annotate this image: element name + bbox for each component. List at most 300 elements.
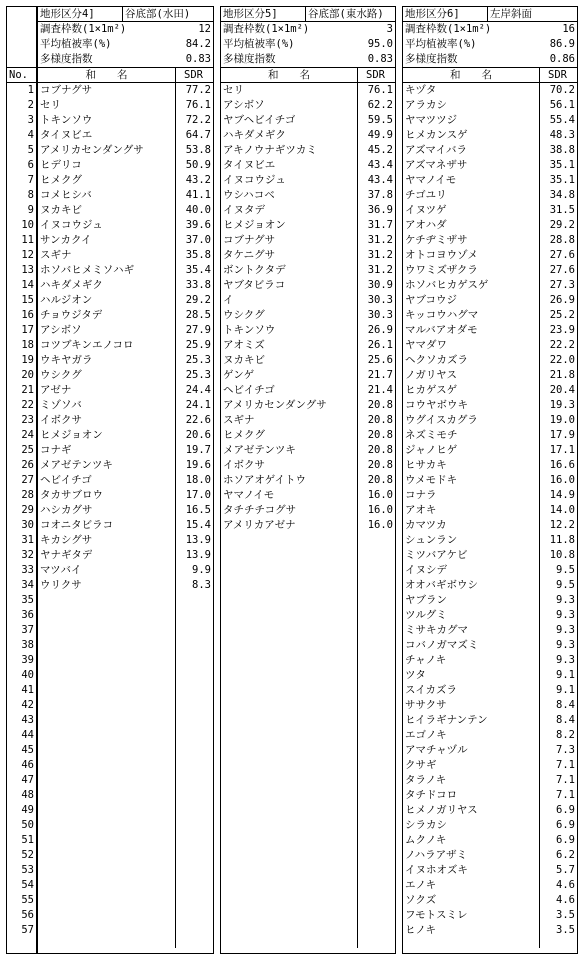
species-sdr: 30.3	[367, 294, 393, 306]
species-name: キカシグサ	[40, 534, 93, 546]
species-sdr: 27.9	[185, 324, 211, 336]
species-row	[221, 458, 395, 473]
row-number	[7, 893, 36, 908]
species-sdr: 3.5	[556, 909, 575, 921]
region-name: 谷底部(東水路)	[305, 7, 395, 22]
region-label: 地形区分5]	[223, 8, 278, 20]
species-name: ウメモドキ	[405, 474, 458, 486]
row-number-value: 1	[27, 84, 34, 96]
row-number	[7, 743, 36, 758]
diversity-index-label: 多様度指数	[223, 53, 276, 65]
species-name: イヌコウジュ	[223, 174, 286, 186]
species-sdr: 5.7	[556, 864, 575, 876]
species-row	[38, 278, 213, 293]
cover-rate-value: 95.0	[367, 38, 393, 50]
row-number	[7, 473, 36, 488]
species-name: ツルグミ	[405, 609, 447, 621]
row-number	[7, 713, 36, 728]
species-sdr: 34.8	[549, 189, 575, 201]
species-name: コメヒシバ	[40, 189, 92, 201]
diversity-index-value: 0.83	[185, 53, 211, 65]
row-number	[7, 503, 36, 518]
species-row	[38, 173, 213, 188]
species-sdr: 17.1	[549, 444, 575, 456]
row-number-value: 47	[21, 774, 34, 786]
row-number-value: 8	[27, 189, 34, 201]
row-number-value: 3	[27, 114, 34, 126]
species-row	[38, 158, 213, 173]
species-name: アオミズ	[223, 339, 265, 351]
species-row	[38, 233, 213, 248]
species-sdr: 18.0	[185, 474, 211, 486]
row-number	[7, 158, 36, 173]
species-name: コブナグサ	[40, 84, 93, 96]
species-row	[221, 98, 395, 113]
row-number	[7, 413, 36, 428]
column-header	[38, 67, 213, 83]
species-row	[403, 308, 577, 323]
species-row	[403, 488, 577, 503]
species-row	[38, 578, 213, 593]
species-sdr: 9.3	[556, 594, 575, 606]
cover-rate-label: 平均植被率(%)	[223, 38, 295, 50]
row-number-value: 52	[21, 849, 34, 861]
species-name: ウシクグ	[223, 309, 265, 321]
species-sdr: 7.1	[556, 759, 575, 771]
species-name: シュンラン	[405, 534, 458, 546]
column-name-header: 和 名	[268, 69, 310, 81]
row-number-value: 15	[21, 294, 34, 306]
species-row	[221, 518, 395, 533]
row-number	[7, 353, 36, 368]
species-row	[403, 668, 577, 683]
species-sdr: 38.8	[549, 144, 575, 156]
species-name: ミツバアケビ	[405, 549, 468, 561]
species-sdr: 36.9	[367, 204, 393, 216]
species-name: ホソアオゲイトウ	[223, 474, 306, 486]
species-sdr: 19.3	[549, 399, 575, 411]
species-row	[403, 128, 577, 143]
species-name: キヅタ	[405, 84, 437, 96]
species-row	[403, 728, 577, 743]
species-name: アシボソ	[40, 324, 82, 336]
column-name-header: 和 名	[85, 69, 128, 81]
species-name: ヤナギタデ	[40, 549, 93, 561]
species-row	[403, 893, 577, 908]
row-number	[7, 113, 36, 128]
plot-count-label: 調査枠数(1×1m²)	[223, 23, 310, 35]
species-sdr: 16.6	[549, 459, 575, 471]
species-sdr: 17.0	[185, 489, 211, 501]
plot-count-value: 3	[386, 23, 393, 35]
species-name: コオニタビラコ	[40, 519, 114, 531]
species-row	[403, 428, 577, 443]
row-number-value: 39	[21, 654, 34, 666]
species-sdr: 9.3	[556, 639, 575, 651]
species-row	[403, 818, 577, 833]
species-row	[403, 338, 577, 353]
species-sdr: 40.0	[185, 204, 211, 216]
row-number	[7, 578, 36, 593]
species-name: ムクノキ	[405, 834, 447, 846]
species-row	[38, 188, 213, 203]
species-row	[403, 113, 577, 128]
species-sdr: 10.8	[549, 549, 575, 561]
row-number-value: 37	[21, 624, 34, 636]
species-sdr: 19.0	[549, 414, 575, 426]
row-number	[7, 458, 36, 473]
row-number	[7, 563, 36, 578]
species-name: チゴユリ	[405, 189, 447, 201]
species-name: ヒメジョオン	[223, 219, 286, 231]
species-list	[38, 83, 213, 593]
row-number-value: 20	[21, 369, 34, 381]
plot-count-row	[221, 22, 395, 37]
species-sdr: 35.4	[185, 264, 211, 276]
cover-rate-value: 84.2	[185, 38, 211, 50]
species-sdr: 48.3	[549, 129, 575, 141]
species-sdr: 13.9	[185, 549, 211, 561]
species-name: ウシハコベ	[223, 189, 275, 201]
species-name: アズマイバラ	[405, 144, 467, 156]
row-number-value: 43	[21, 714, 34, 726]
species-name: イヌシデ	[405, 564, 447, 576]
row-number-value: 42	[21, 699, 34, 711]
species-sdr: 6.2	[556, 849, 575, 861]
species-name: アメリカセンダングサ	[223, 399, 327, 411]
species-sdr: 37.0	[185, 234, 211, 246]
species-row	[38, 398, 213, 413]
species-row	[403, 398, 577, 413]
species-name: フモトスミレ	[405, 909, 468, 921]
row-number	[7, 788, 36, 803]
species-sdr: 64.7	[185, 129, 211, 141]
species-sdr: 35.1	[549, 159, 575, 171]
species-sdr: 21.4	[367, 384, 393, 396]
row-number	[7, 863, 36, 878]
species-row	[403, 683, 577, 698]
species-name: ヒサカキ	[405, 459, 447, 471]
species-sdr: 28.8	[549, 234, 575, 246]
row-number	[7, 728, 36, 743]
row-number-value: 16	[21, 309, 34, 321]
row-number-value: 22	[21, 399, 34, 411]
species-name: ヒメクグ	[223, 429, 265, 441]
species-name: ヘクソカズラ	[405, 354, 468, 366]
species-sdr: 17.9	[549, 429, 575, 441]
species-row	[221, 218, 395, 233]
species-row	[38, 338, 213, 353]
row-number-value: 30	[21, 519, 34, 531]
species-sdr: 77.2	[185, 84, 211, 96]
row-number	[7, 188, 36, 203]
row-number-value: 51	[21, 834, 34, 846]
species-name: ウシクグ	[40, 369, 82, 381]
species-sdr: 26.9	[549, 294, 575, 306]
species-row	[403, 458, 577, 473]
species-row	[403, 878, 577, 893]
species-sdr: 55.4	[549, 114, 575, 126]
species-sdr: 21.7	[367, 369, 393, 381]
species-row	[221, 188, 395, 203]
species-row	[403, 473, 577, 488]
species-row	[403, 563, 577, 578]
row-number	[7, 803, 36, 818]
cover-rate-row	[403, 37, 577, 52]
row-number	[7, 308, 36, 323]
species-sdr: 24.1	[185, 399, 211, 411]
species-sdr: 16.0	[367, 504, 393, 516]
species-sdr: 22.6	[185, 414, 211, 426]
species-name: アマチャヅル	[405, 744, 468, 756]
row-number-column	[6, 6, 37, 954]
species-sdr: 6.9	[556, 834, 575, 846]
species-name: ハキダメギク	[40, 279, 103, 291]
section-4	[38, 7, 213, 593]
species-name: イ	[223, 294, 234, 306]
row-number	[7, 848, 36, 863]
cover-rate-label: 平均植被率(%)	[40, 38, 112, 50]
row-number	[7, 443, 36, 458]
species-name: アズマネザサ	[405, 159, 468, 171]
row-number	[7, 623, 36, 638]
species-name: ヒメジョオン	[40, 429, 103, 441]
diversity-index-row	[38, 52, 213, 67]
species-sdr: 14.0	[549, 504, 575, 516]
row-number-value: 32	[21, 549, 34, 561]
species-row	[38, 308, 213, 323]
species-name: オオバギボウシ	[405, 579, 478, 591]
species-row	[403, 863, 577, 878]
species-sdr: 12.2	[549, 519, 575, 531]
species-row	[38, 113, 213, 128]
species-row	[38, 263, 213, 278]
species-name: アゼナ	[40, 384, 72, 396]
row-number-value: 24	[21, 429, 34, 441]
species-sdr: 15.4	[185, 519, 211, 531]
species-sdr: 31.2	[367, 234, 393, 246]
species-name: イボクサ	[40, 414, 82, 426]
species-name: ツタ	[405, 669, 426, 681]
species-row	[221, 278, 395, 293]
species-sdr: 9.5	[556, 579, 575, 591]
region-header-row	[403, 7, 577, 22]
species-name: マツバイ	[40, 564, 82, 576]
species-sdr: 19.6	[185, 459, 211, 471]
species-row	[403, 323, 577, 338]
row-number-value: 25	[21, 444, 34, 456]
row-number-value: 26	[21, 459, 34, 471]
species-row	[38, 293, 213, 308]
species-row	[403, 143, 577, 158]
species-sdr: 9.5	[556, 564, 575, 576]
row-number-value: 54	[21, 879, 34, 891]
species-sdr: 43.4	[367, 159, 393, 171]
species-sdr: 20.8	[367, 474, 393, 486]
species-name: ウグイスカグラ	[405, 414, 478, 426]
species-name: タイヌビエ	[223, 159, 276, 171]
row-number	[7, 218, 36, 233]
row-number	[7, 278, 36, 293]
row-number	[7, 488, 36, 503]
diversity-index-row	[221, 52, 395, 67]
cover-rate-row	[38, 37, 213, 52]
species-sdr: 6.9	[556, 804, 575, 816]
row-number	[7, 83, 36, 98]
species-name: ヒデリコ	[40, 159, 82, 171]
species-row	[221, 488, 395, 503]
row-number-value: 23	[21, 414, 34, 426]
row-number	[7, 773, 36, 788]
row-number-value: 55	[21, 894, 34, 906]
species-sdr: 13.9	[185, 534, 211, 546]
species-sdr: 22.2	[549, 339, 575, 351]
species-name: イヌツゲ	[405, 204, 447, 216]
species-name: ヤマノイモ	[405, 174, 457, 186]
row-number	[7, 368, 36, 383]
row-number	[7, 548, 36, 563]
species-row	[38, 353, 213, 368]
species-name: ハキダメギク	[223, 129, 286, 141]
species-name: ホソバヒカゲスゲ	[405, 279, 489, 291]
row-number-value: 44	[21, 729, 34, 741]
plot-count-value: 12	[198, 23, 211, 35]
species-row	[38, 383, 213, 398]
section-5	[221, 7, 395, 533]
cover-rate-value: 86.9	[549, 38, 575, 50]
species-sdr: 59.5	[367, 114, 393, 126]
species-row	[221, 368, 395, 383]
species-sdr: 50.9	[185, 159, 211, 171]
row-number	[7, 338, 36, 353]
no-label: No.	[9, 69, 28, 81]
region-name: 左岸斜面	[487, 7, 577, 22]
species-row	[403, 908, 577, 923]
region-label: 地形区分4]	[40, 8, 95, 20]
row-number-value: 13	[21, 264, 34, 276]
species-sdr: 7.1	[556, 789, 575, 801]
row-number	[7, 533, 36, 548]
diversity-index-label: 多様度指数	[40, 53, 93, 65]
species-name: マルバアオダモ	[405, 324, 478, 336]
species-row	[221, 323, 395, 338]
cover-rate-label: 平均植被率(%)	[405, 38, 477, 50]
species-name: アキノウナギツカミ	[223, 144, 317, 156]
species-name: オトコヨウゾメ	[405, 249, 478, 261]
species-name: コブナグサ	[223, 234, 276, 246]
species-name: コウヤボウキ	[405, 399, 468, 411]
species-row	[403, 353, 577, 368]
species-name: ヤマノイモ	[223, 489, 275, 501]
species-row	[221, 308, 395, 323]
species-name: イヌタデ	[223, 204, 265, 216]
species-sdr: 45.2	[367, 144, 393, 156]
row-number	[7, 203, 36, 218]
species-name: ヒメノガリヤス	[405, 804, 478, 816]
row-number-value: 45	[21, 744, 34, 756]
species-sdr: 31.7	[367, 219, 393, 231]
species-name: スギナ	[40, 249, 72, 261]
row-number	[7, 233, 36, 248]
section-6	[403, 7, 577, 938]
plot-count-row	[38, 22, 213, 37]
species-row	[38, 473, 213, 488]
species-name: キッコウハグマ	[405, 309, 479, 321]
species-sdr: 76.1	[367, 84, 393, 96]
species-name: イヌホオズキ	[405, 864, 468, 876]
species-sdr: 37.8	[367, 189, 393, 201]
species-row	[403, 653, 577, 668]
species-sdr: 72.2	[185, 114, 211, 126]
row-number	[7, 173, 36, 188]
row-number-value: 29	[21, 504, 34, 516]
plot-count-row	[403, 22, 577, 37]
row-number	[7, 323, 36, 338]
species-name: ミゾソバ	[40, 399, 82, 411]
species-name: コバノガマズミ	[405, 639, 479, 651]
species-row	[221, 263, 395, 278]
species-row	[403, 788, 577, 803]
species-sdr: 20.6	[185, 429, 211, 441]
species-name: ノガリヤス	[405, 369, 457, 381]
species-name: ヒカゲスゲ	[405, 384, 458, 396]
species-name: イヌコウジュ	[40, 219, 103, 231]
species-sdr: 28.5	[185, 309, 211, 321]
species-sdr: 31.2	[367, 264, 393, 276]
species-name: ハルジオン	[40, 294, 93, 306]
species-row	[38, 518, 213, 533]
row-number-value: 9	[27, 204, 34, 216]
species-name: ジャノヒゲ	[405, 444, 458, 456]
region-header-row	[221, 7, 395, 22]
row-number-value: 38	[21, 639, 34, 651]
species-row	[221, 398, 395, 413]
species-name: ヤマツツジ	[405, 114, 458, 126]
species-sdr: 20.8	[367, 459, 393, 471]
species-sdr: 7.3	[556, 744, 575, 756]
species-name: イボクサ	[223, 459, 265, 471]
species-sdr: 30.9	[367, 279, 393, 291]
species-row	[403, 203, 577, 218]
species-row	[221, 248, 395, 263]
species-row	[403, 83, 577, 98]
species-sdr: 26.9	[367, 324, 393, 336]
species-sdr: 39.6	[185, 219, 211, 231]
section-4-block	[37, 6, 214, 954]
species-name: ヤブヘビイチゴ	[223, 114, 296, 126]
species-name: ウワミズザクラ	[405, 264, 478, 276]
species-name: スギナ	[223, 414, 255, 426]
diversity-index-value: 0.86	[549, 53, 575, 65]
species-name: ウリクサ	[40, 579, 82, 591]
species-name: ササクサ	[405, 699, 447, 711]
species-row	[221, 173, 395, 188]
species-sdr: 25.9	[185, 339, 211, 351]
species-row	[38, 548, 213, 563]
species-name: タイヌビエ	[40, 129, 93, 141]
row-number	[7, 98, 36, 113]
row-number-value: 27	[21, 474, 34, 486]
row-number-value: 46	[21, 759, 34, 771]
species-name: メアゼテンツキ	[40, 459, 113, 471]
species-row	[403, 848, 577, 863]
species-name: クサギ	[405, 759, 437, 771]
species-sdr: 8.4	[556, 714, 575, 726]
species-sdr: 53.8	[185, 144, 211, 156]
species-sdr: 14.9	[549, 489, 575, 501]
species-name: コツブキンエノコロ	[40, 339, 134, 351]
row-number-value: 40	[21, 669, 34, 681]
